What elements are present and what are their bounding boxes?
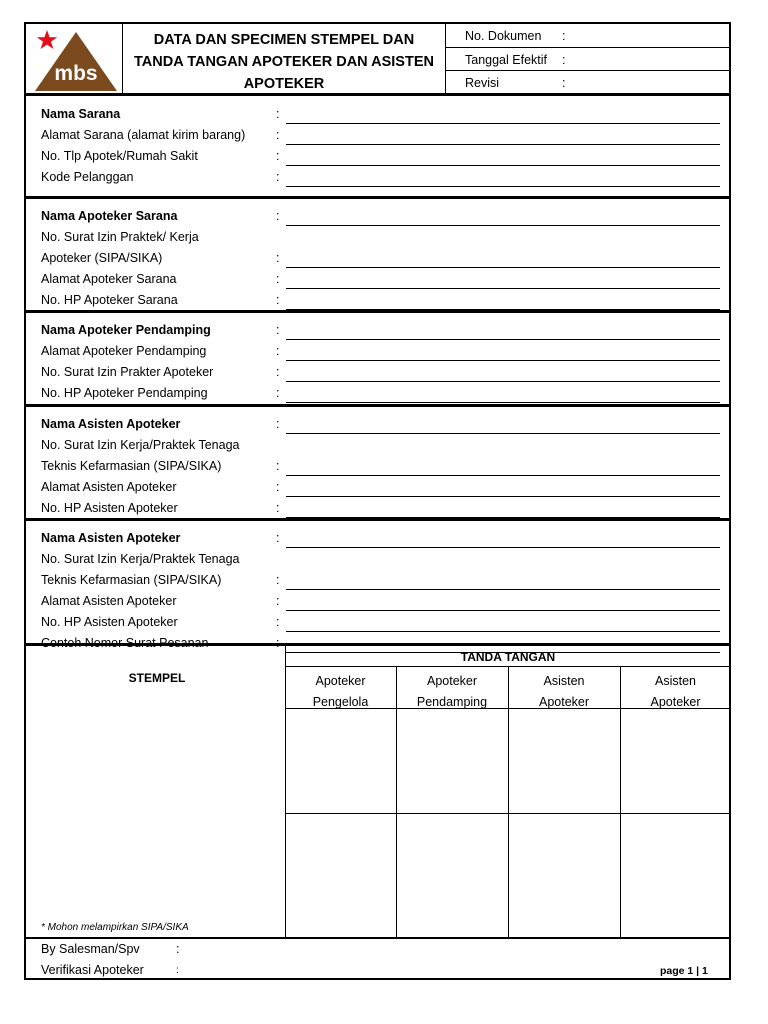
verification-colon: : <box>176 965 179 976</box>
field-label: Nama Apoteker Pendamping <box>41 323 211 337</box>
section-divider <box>26 310 731 313</box>
field-colon: : <box>276 594 280 608</box>
signature-column-header <box>285 671 396 713</box>
signature-column-line2: Pengelola <box>312 695 369 709</box>
title-line-3: APOTEKER <box>243 76 325 92</box>
field-colon: : <box>276 344 280 358</box>
field-input-line[interactable] <box>286 631 720 632</box>
title-line-2: TANDA TANGAN APOTEKER DAN ASISTEN <box>134 54 434 70</box>
star-icon <box>37 30 57 49</box>
page-number: page 1 | 1 <box>660 965 708 977</box>
verification-label: Verifikasi Apoteker <box>41 963 144 977</box>
field-input-line[interactable] <box>286 144 720 145</box>
signature-column-header <box>396 671 508 713</box>
field-colon: : <box>276 417 280 431</box>
effective-date-label: Tanggal Efektif <box>465 53 547 67</box>
field-label: No. Surat Izin Kerja/Praktek Tenaga <box>41 552 240 566</box>
field-input-line[interactable] <box>286 225 720 226</box>
signature-header: TANDA TANGAN <box>460 650 556 664</box>
document-title <box>123 29 445 95</box>
field-colon: : <box>276 459 280 473</box>
field-input-line[interactable] <box>286 339 720 340</box>
signature-column-line2: Pendamping <box>416 695 488 709</box>
field-colon: : <box>276 531 280 545</box>
field-input-line[interactable] <box>286 402 720 403</box>
field-input-line[interactable] <box>286 433 720 434</box>
signature-box-top[interactable] <box>397 710 507 812</box>
field-label: Alamat Sarana (alamat kirim barang) <box>41 128 246 142</box>
stamp-label: STEMPEL <box>128 671 186 685</box>
field-colon: : <box>276 209 280 223</box>
field-colon: : <box>276 480 280 494</box>
signature-box-top[interactable] <box>286 710 395 812</box>
field-label: Nama Sarana <box>41 107 121 121</box>
field-colon: : <box>276 170 280 184</box>
title-line-1: DATA DAN SPECIMEN STEMPEL DAN <box>153 32 415 48</box>
field-colon: : <box>276 107 280 121</box>
signature-box-bottom[interactable] <box>621 815 730 936</box>
signature-column-line1: Asisten <box>543 674 585 688</box>
field-label: No. Surat Izin Praktek/ Kerja <box>41 230 199 244</box>
field-input-line[interactable] <box>286 589 720 590</box>
field-input-line[interactable] <box>286 475 720 476</box>
field-label: No. HP Asisten Apoteker <box>41 615 178 629</box>
field-input-line[interactable] <box>286 381 720 382</box>
field-colon: : <box>276 323 280 337</box>
field-input-line[interactable] <box>286 496 720 497</box>
doc-number-label: No. Dokumen <box>465 29 542 43</box>
revision-label: Revisi <box>465 76 500 90</box>
field-colon: : <box>276 573 280 587</box>
attachment-note: * Mohon melampirkan SIPA/SIKA <box>41 922 189 933</box>
signature-box-top[interactable] <box>509 710 619 812</box>
logo-text: mbs <box>54 62 98 85</box>
field-label: No. HP Asisten Apoteker <box>41 501 178 515</box>
field-input-line[interactable] <box>286 123 720 124</box>
field-label: Alamat Apoteker Pendamping <box>41 344 207 358</box>
field-label: Nama Asisten Apoteker <box>41 531 181 545</box>
field-label: Teknis Kefarmasian (SIPA/SIKA) <box>41 573 222 587</box>
field-label: Contoh Nomor Surat Pesanan <box>41 636 209 650</box>
field-label: Alamat Asisten Apoteker <box>41 480 177 494</box>
field-label: Teknis Kefarmasian (SIPA/SIKA) <box>41 459 222 473</box>
signature-column-header <box>508 671 620 713</box>
field-colon: : <box>276 293 280 307</box>
field-colon: : <box>276 272 280 286</box>
field-input-line[interactable] <box>286 267 720 268</box>
signature-column-line1: Apoteker <box>426 674 478 688</box>
signature-column-line2: Apoteker <box>650 695 701 709</box>
field-colon: : <box>276 251 280 265</box>
signature-box-top[interactable] <box>621 710 730 812</box>
field-colon: : <box>276 128 280 142</box>
field-label: No. Surat Izin Kerja/Praktek Tenaga <box>41 438 240 452</box>
field-input-line[interactable] <box>286 360 720 361</box>
field-input-line[interactable] <box>286 288 720 289</box>
field-colon: : <box>276 365 280 379</box>
field-label: Alamat Apoteker Sarana <box>41 272 177 286</box>
signature-column-line1: Apoteker <box>315 674 366 688</box>
field-label: Nama Asisten Apoteker <box>41 417 181 431</box>
field-label: Alamat Asisten Apoteker <box>41 594 177 608</box>
signature-box-bottom[interactable] <box>286 815 395 936</box>
signature-box-bottom[interactable] <box>397 815 507 936</box>
section-divider <box>26 196 731 199</box>
effective-date-colon: : <box>562 53 566 67</box>
field-colon: : <box>276 636 280 650</box>
field-label: No. Tlp Apotek/Rumah Sakit <box>41 149 198 163</box>
salesman-label: By Salesman/Spv <box>41 942 140 956</box>
field-label: No. HP Apoteker Pendamping <box>41 386 208 400</box>
field-label: No. HP Apoteker Sarana <box>41 293 178 307</box>
section-divider <box>26 404 731 407</box>
field-label: Kode Pelanggan <box>41 170 134 184</box>
signature-column-line2: Apoteker <box>538 695 590 709</box>
salesman-colon: : <box>176 942 180 956</box>
signature-box-bottom[interactable] <box>509 815 619 936</box>
field-label: Nama Apoteker Sarana <box>41 209 178 223</box>
company-logo <box>30 28 122 94</box>
field-label: Apoteker (SIPA/SIKA) <box>41 251 163 265</box>
revision-colon: : <box>562 76 566 90</box>
field-input-line[interactable] <box>286 547 720 548</box>
field-input-line[interactable] <box>286 610 720 611</box>
form-sheet <box>24 22 731 980</box>
signature-column-header <box>620 671 731 713</box>
section-divider <box>26 518 731 521</box>
field-colon: : <box>276 386 280 400</box>
field-colon: : <box>276 149 280 163</box>
field-colon: : <box>276 615 280 629</box>
doc-number-colon: : <box>562 29 566 43</box>
field-colon: : <box>276 501 280 515</box>
field-label: No. Surat Izin Prakter Apoteker <box>41 365 214 379</box>
signature-column-line1: Asisten <box>655 674 696 688</box>
field-input-line[interactable] <box>286 186 720 187</box>
field-input-line[interactable] <box>286 165 720 166</box>
